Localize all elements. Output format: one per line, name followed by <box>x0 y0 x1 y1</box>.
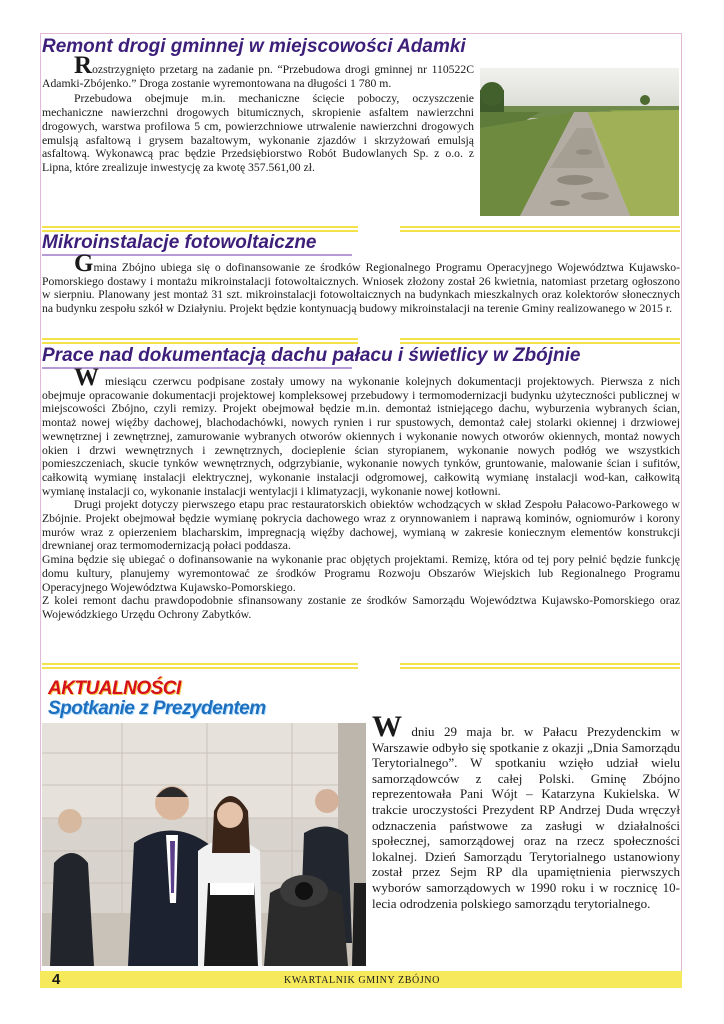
road-photo <box>480 68 679 216</box>
yellow-divider <box>42 338 358 344</box>
paragraph-text: miesiącu czerwcu podpisane zostały umowy na wykonanie kolejnych dokumentacji projektowych. Pierwsza z nich obejmuje opracowanie dokumentacji projektowej kompleksowej przebudowy i termomodernizacji budynku użyteczności publicznej w miejscowości Zbójno, czyli remizy. Projekt obejmował będzie m.in. demontaż istniejącego dachu, wyburzenia wybranych ścian, montaż nowej więźby dachowej, blachodachówki, nowych rynien i rur spustowych, demontaż całej stolarki okiennej i drzwiowej wewnętrznej i zewnętrznej, zamurowanie wybranych otworów okiennych i wykonanie nowych otworów okiennych, montaż nowych okien i drzwi wewnętrznych i zewnętrznych, docieplenie ścian styropianem, wykonanie nowych podłóg we wszystkich pomieszczeniach, skucie tynków wewnętrznych, odgrzybianie, wykonanie nowych tynków, gruntowanie, malowanie ścian i sufitów, całkowitą wymianę instalacji elektrycznej, wykonanie instalacji odgromowej, całkowitą wymianę instalacji wod-kan, całkowitą wymianę instalacji co, wykonanie instalacji wentylacji i klimatyzacji, wykonanie nowej kotłowni. <box>42 375 680 498</box>
road-photo-image <box>480 68 679 216</box>
article-road-repair <box>42 36 680 58</box>
news-article <box>372 710 680 911</box>
article-title: Remont drogi gminnej w miejscowości Adamki <box>42 36 466 57</box>
president-meeting-photo <box>42 723 366 966</box>
article-photovoltaics-body <box>42 250 680 316</box>
article-paragraph: Przebudowa obejmuje m.in. mechaniczne ścięcie poboczy, oczyszczenie mechaniczne nawierzchni drogowych bitumicznych, skropienie asfaltem nawierzchni drogowych, warstwa profilowa 5 cm, powierzchniowe utrwalenie nawierzchni drogowych emulsją asfaltową i grysem bazaltowym, wykonanie zjazdów i skrzyżowań emulsją asfaltową. Wykonawcą prac będzie Przedsiębiorstwo Robót Budowlanych Sp. z o.o. z Lipna, które zrealizuje inwestycję za kwotę 357.561,00 zł. <box>42 92 474 174</box>
article-paragraph: Z kolei remont dachu prawdopodobnie sfinansowany zostanie ze środków Samorządu Województwa Kujawsko-Pomorskiego oraz Wojewódzkiego Urzędu Ochrony Zabytków. <box>42 594 680 621</box>
yellow-divider <box>400 338 680 344</box>
article-road-body <box>42 52 474 175</box>
article-palace-roof <box>42 345 680 367</box>
article-paragraph <box>42 364 680 498</box>
page-number: 4 <box>52 971 61 988</box>
news-text: dniu 29 maja br. w Pałacu Prezydenckim w Warszawie odbyło się spotkanie z okazji „Dnia Samorządu Terytorialnego”. W spotkaniu wzięło udział wielu samorządowców z całej Polski. Gminę Zbójno reprezentowała Pani Wójt – Katarzyna Kukielska. W trakcie uroczystości Prezydent RP Andrzej Duda wręczył odznaczenia państwowe za zasługi w działalności społecznej, samorządowej oraz na rzecz społeczności lokalnej. Dzień Samorządu Terytorialnego ustanowiony został przez Sejm RP dla upamiętnienia pierwszych wyborów samorządowych w 1990 roku i w rocznicę 10-lecia odrodzenia polskiego samorządu terytorialnego. <box>372 724 680 911</box>
article-paragraph <box>42 250 680 316</box>
yellow-divider <box>400 663 680 669</box>
drop-cap: W <box>74 364 99 391</box>
article-paragraph <box>42 52 474 90</box>
article-palace-roof-body <box>42 364 680 622</box>
article-paragraph: Drugi projekt dotyczy pierwszego etapu prac restauratorskich obiektów wchodzących w skład Zespołu Pałacowo-Parkowego w Zbójnie. Projekt obejmował będzie wymianę pokrycia dachowego wraz z orynnowaniem i naprawą kominów, ogniomurów i korony murów wraz z opierzeniem blacharskim, impregnacją więźby dachowej, wymianą w zakresie koniecznym elementów konstrukcji drewnianej oraz termomodernizacją połaci poddasza. <box>42 498 680 553</box>
article-paragraph: Gmina będzie się ubiegać o dofinansowanie na wykonanie prac objętych projektami. Remizę, która od tej pory pełnić będzie funkcję domu kultury, planujemy wyremontować ze środków Programu Rozwoju Obszarów Wiejskich lub Regionalnego Programu Operacyjnego Województwa Kujawsko-Pomorskiego. <box>42 553 680 594</box>
article-title: Mikroinstalacje fotowoltaiczne <box>42 232 317 253</box>
yellow-divider <box>42 663 358 669</box>
drop-cap: R <box>74 52 93 79</box>
publication-title: KWARTALNIK GMINY ZBÓJNO <box>284 975 440 986</box>
drop-cap: W <box>372 710 402 743</box>
paragraph-text: mina Zbójno ubiega się o dofinansowanie ze środków Regionalnego Programu Operacyjnego Województwa Kujawsko-Pomorskiego dostawy i montażu mikroinstalacji fotowoltaicznych. Wniosek złożony został 26 kwietnia, natomiast przetarg ogłoszono w sierpniu. Planowany jest montaż 31 szt. mikroinstalacji fotowoltaicznych na budynkach mieszkalnych oraz kolektorów słonecznych na budynku zespołu szkół w Działyniu. Projekt będzie kontynuacją budowy mikroinstalacji na terenie Gminy realizowanego w 2015 r. <box>42 261 680 316</box>
news-subheading: Spotkanie z Prezydentem <box>48 698 266 719</box>
president-meeting-image <box>42 723 366 966</box>
news-header <box>48 679 266 719</box>
drop-cap: G <box>74 250 94 277</box>
news-heading: AKTUALNOŚCI <box>48 678 181 699</box>
article-photovoltaics <box>42 232 680 254</box>
paragraph-text: ozstrzygnięto przetarg na zadanie pn. “Przebudowa drogi gminnej nr 110522C Adamki-Zbójenko.” Droga zostanie wyremontowana na długości 1 780 m. <box>42 63 474 90</box>
article-title: Prace nad dokumentacją dachu pałacu i świetlicy w Zbójnie <box>42 345 581 366</box>
